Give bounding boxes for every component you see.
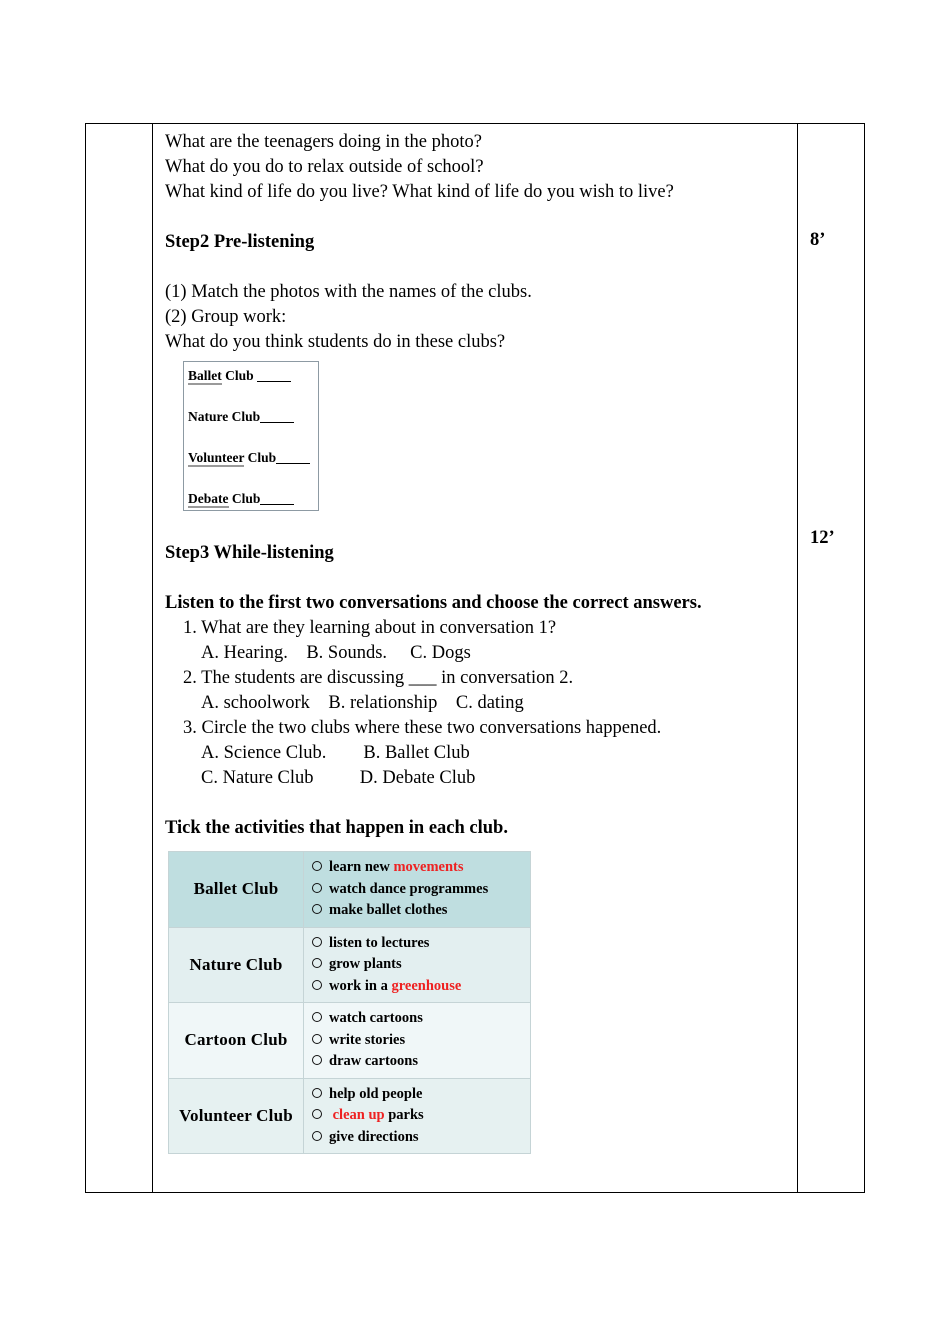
club-label-nature: Nature Club	[169, 927, 304, 1003]
answer-blank[interactable]	[260, 422, 294, 423]
question-2-stem: 2. The students are discussing ___ in conversation 2.	[183, 668, 574, 688]
answer-blank[interactable]	[276, 463, 310, 464]
activity-item[interactable]	[312, 1008, 530, 1030]
question-1-options[interactable]: A. Hearing. B. Sounds. C. Dogs	[201, 643, 471, 663]
club-name-word: Volunteer	[188, 450, 245, 465]
step2-heading: Step2 Pre-listening	[165, 232, 315, 252]
circle-checkbox-icon[interactable]	[312, 904, 322, 914]
club-label-ballet: Ballet Club	[169, 852, 304, 928]
activity-text: write stories	[329, 1031, 406, 1048]
question-3-options-row1[interactable]: A. Science Club. B. Ballet Club	[201, 743, 470, 763]
club-match-row	[188, 492, 318, 506]
activity-text: make ballet clothes	[329, 902, 448, 918]
spacer	[165, 511, 787, 541]
circle-checkbox-icon[interactable]	[312, 937, 322, 947]
activity-text: grow plants	[329, 956, 402, 972]
activity-text: help old people	[329, 1085, 423, 1102]
step2-item-2: (2) Group work:	[165, 307, 287, 327]
step2-item-3: What do you think students do in these clubs?	[165, 332, 506, 352]
activities-table	[168, 851, 531, 1154]
warmup-question-2: What do you do to relax outside of school?	[165, 157, 484, 177]
club-name-rest: Club	[244, 450, 277, 465]
activity-item[interactable]	[312, 976, 530, 998]
answer-blank[interactable]	[257, 381, 291, 382]
task1-heading: Listen to the first two conversations and choose the correct answers.	[165, 593, 702, 613]
circle-checkbox-icon[interactable]	[312, 1131, 322, 1141]
activity-text: watch cartoons	[329, 1010, 423, 1026]
warmup-question-1: What are the teenagers doing in the photo?	[165, 132, 482, 152]
club-label-volunteer: Volunteer Club	[169, 1078, 304, 1154]
table-row	[169, 1078, 531, 1154]
circle-checkbox-icon[interactable]	[312, 980, 322, 990]
activity-item[interactable]	[312, 1084, 530, 1106]
club-name-rest: Club	[221, 368, 258, 383]
activity-text: parks	[384, 1107, 424, 1123]
activities-table-body	[169, 852, 531, 1154]
activity-text: work in a	[329, 977, 392, 994]
circle-checkbox-icon[interactable]	[312, 1034, 322, 1044]
circle-checkbox-icon[interactable]	[312, 1088, 322, 1098]
activity-list-cartoon	[304, 1003, 531, 1079]
activity-keyword: clean up	[332, 1107, 385, 1123]
task2-heading: Tick the activities that happen in each club.	[165, 818, 508, 838]
club-matching-box	[183, 361, 319, 511]
circle-checkbox-icon[interactable]	[312, 883, 322, 893]
question-1-stem: 1. What are they learning about in conversation 1?	[183, 618, 557, 638]
club-name-word: Nature	[188, 409, 229, 424]
step2-time: 8’	[810, 230, 826, 250]
activity-item[interactable]	[312, 954, 530, 976]
club-name-word: Debate	[188, 491, 229, 506]
club-name-rest: Club	[228, 491, 261, 506]
club-match-row	[188, 369, 318, 410]
activity-keyword: movements	[393, 859, 464, 875]
step2-item-1: (1) Match the photos with the names of the clubs.	[165, 282, 532, 302]
activity-item[interactable]	[312, 1105, 530, 1127]
question-2-options[interactable]: A. schoolwork B. relationship C. dating	[201, 693, 524, 713]
question-3-stem: 3. Circle the two clubs where these two conversations happened.	[183, 718, 662, 738]
circle-checkbox-icon[interactable]	[312, 1012, 322, 1022]
circle-checkbox-icon[interactable]	[312, 1109, 322, 1119]
procedure-column	[153, 124, 798, 1192]
club-match-row	[188, 410, 318, 451]
step3-time: 12’	[810, 528, 835, 548]
table-row	[169, 927, 531, 1003]
activity-item[interactable]	[312, 933, 530, 955]
answer-blank[interactable]	[260, 504, 294, 505]
spacer	[165, 566, 787, 591]
activity-item[interactable]	[312, 1030, 530, 1052]
time-column	[798, 124, 864, 1192]
spacer	[165, 791, 787, 816]
spacer	[165, 255, 787, 280]
table-row	[169, 1003, 531, 1079]
activity-item[interactable]	[312, 857, 530, 879]
circle-checkbox-icon[interactable]	[312, 861, 322, 871]
activity-item[interactable]	[312, 879, 530, 901]
activity-keyword: greenhouse	[391, 977, 462, 994]
step3-heading: Step3 While-listening	[165, 543, 334, 563]
activity-text: draw cartoons	[329, 1053, 419, 1069]
club-name-word: Ballet	[188, 368, 222, 383]
club-name-rest: Club	[228, 409, 261, 424]
question-3-options-row2[interactable]: C. Nature Club D. Debate Club	[201, 768, 476, 788]
activity-list-nature	[304, 927, 531, 1003]
club-label-cartoon: Cartoon Club	[169, 1003, 304, 1079]
activity-text: give directions	[329, 1128, 419, 1145]
stage-column	[86, 124, 153, 1192]
club-match-row	[188, 451, 318, 492]
spacer	[165, 205, 787, 230]
activity-text: watch dance programmes	[329, 880, 489, 897]
activity-list-volunteer	[304, 1078, 531, 1154]
warmup-question-3: What kind of life do you live? What kind of life do you wish to live?	[165, 182, 674, 202]
activity-item[interactable]	[312, 1051, 530, 1073]
circle-checkbox-icon[interactable]	[312, 958, 322, 968]
activity-text: learn new	[329, 859, 394, 875]
circle-checkbox-icon[interactable]	[312, 1055, 322, 1065]
activity-item[interactable]	[312, 900, 530, 922]
activity-item[interactable]	[312, 1127, 530, 1149]
lesson-plan-table	[85, 123, 865, 1193]
activity-text: listen to lectures	[329, 934, 430, 951]
activity-list-ballet	[304, 852, 531, 928]
table-row	[169, 852, 531, 928]
